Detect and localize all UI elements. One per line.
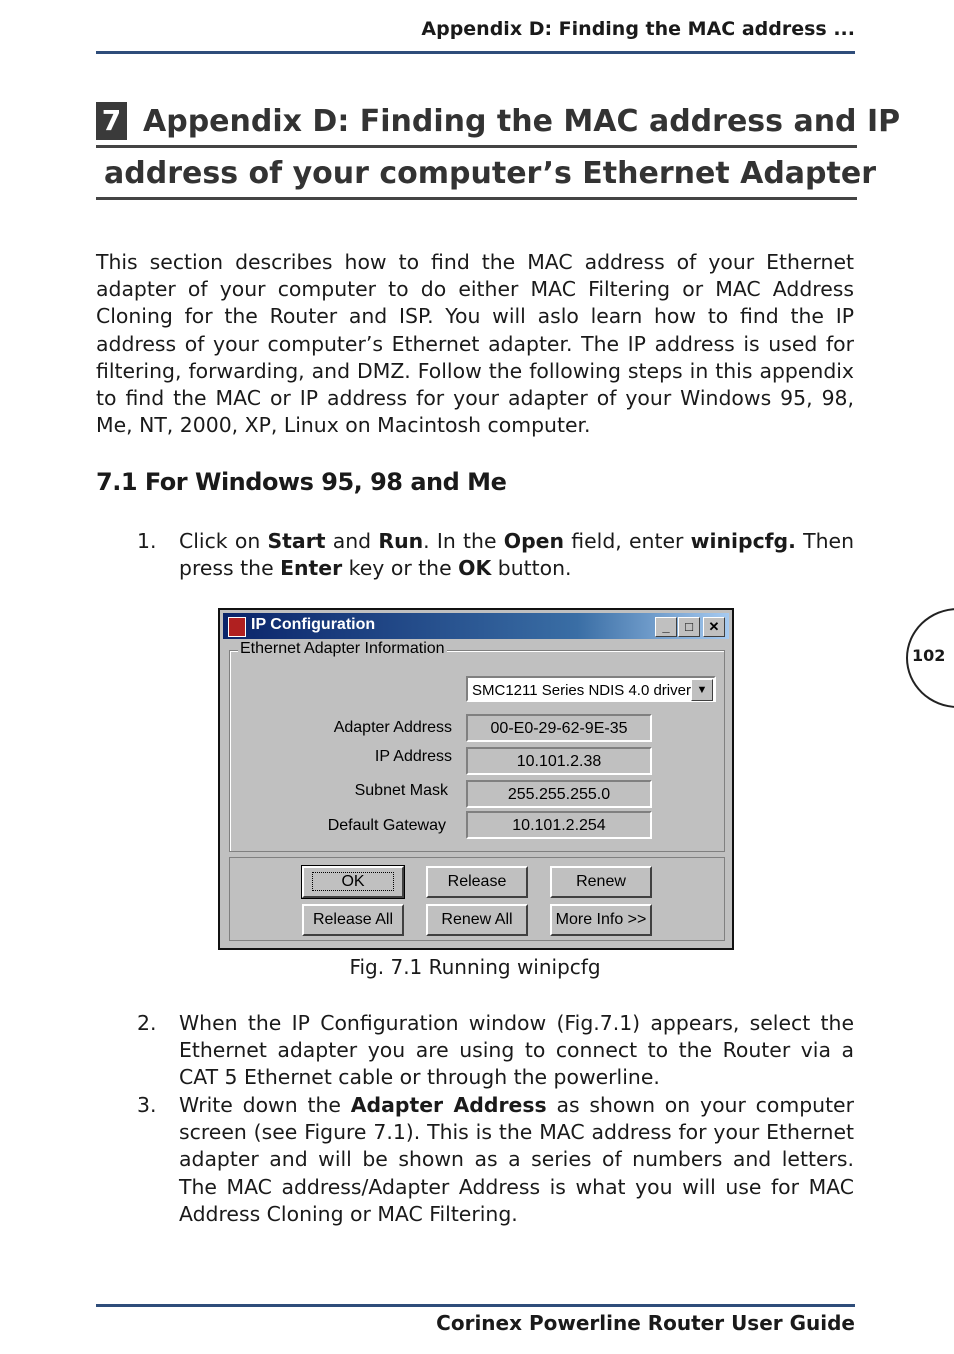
- more-info-button[interactable]: More Info >>: [550, 904, 652, 936]
- dialog-title: IP Configuration: [251, 616, 376, 633]
- release-all-button[interactable]: Release All: [302, 904, 404, 936]
- default-gateway-label: Default Gateway: [327, 817, 446, 834]
- adapter-address-value: 00-E0-29-62-9E-35: [466, 714, 652, 742]
- maximize-icon[interactable]: □: [678, 617, 700, 637]
- chapter-number: 7: [96, 102, 127, 140]
- renew-all-button[interactable]: Renew All: [426, 904, 528, 936]
- title-line-2: address of your computer’s Ethernet Adapter: [96, 148, 857, 200]
- ok-button[interactable]: OK: [302, 866, 404, 898]
- default-gateway-value: 10.101.2.254: [466, 811, 652, 839]
- footer-title: Corinex Powerline Router User Guide: [436, 1311, 855, 1335]
- title-line-1: 7 Appendix D: Finding the MAC address and IP: [96, 96, 857, 148]
- running-header: Appendix D: Finding the MAC address ...: [421, 18, 855, 40]
- ip-configuration-dialog: [218, 608, 734, 950]
- chapter-title: [96, 96, 901, 200]
- subnet-mask-value: 255.255.255.0: [466, 780, 652, 808]
- release-button[interactable]: Release: [426, 866, 528, 898]
- close-icon[interactable]: ✕: [703, 617, 725, 637]
- dialog-titlebar: [223, 613, 729, 639]
- adapter-address-label: Adapter Address: [333, 719, 452, 736]
- adapter-select[interactable]: SMC1211 Series NDIS 4.0 driver ▼: [466, 676, 716, 702]
- subnet-mask-label: Subnet Mask: [354, 782, 448, 799]
- renew-button[interactable]: Renew: [550, 866, 652, 898]
- group-label: Ethernet Adapter Information: [240, 640, 445, 657]
- app-icon: [228, 617, 246, 637]
- section-heading: 7.1 For Windows 95, 98 and Me: [96, 468, 507, 496]
- step-1: 1. Click on Start and Run. In the Open field, enter winipcfg. Then press the Enter key or the OK button.: [137, 529, 854, 581]
- minimize-icon[interactable]: _: [655, 617, 677, 637]
- figure-caption: Fig. 7.1 Running winipcfg: [349, 955, 601, 979]
- intro-paragraph: This section describes how to find the MAC address of your Ethernet adapter of your computer to do either MAC Filtering or MAC Address Cloning for the Router and ISP. You will aslo learn how to find the IP address of your computer’s Ethernet adapter. The IP address is used for filtering, forwarding, and DMZ. Follow the following steps in this appendix to find the MAC or IP address for your adapter of your Windows 95, 98, Me, NT, 2000, XP, Linux on Macintosh computer.: [96, 250, 854, 438]
- page-number: 102: [912, 646, 946, 665]
- footer-rule: [96, 1304, 855, 1307]
- ip-address-label: IP Address: [374, 748, 452, 765]
- header-rule: [96, 51, 855, 54]
- ip-address-value: 10.101.2.38: [466, 747, 652, 775]
- chevron-down-icon[interactable]: ▼: [691, 679, 713, 701]
- step-2: 2. When the IP Configuration window (Fig.7.1) appears, select the Ethernet adapter you are using to connect to the Router via a CAT 5 Ethernet cable or through the powerline.: [137, 1011, 854, 1090]
- step-3: 3. Write down the Adapter Address as shown on your computer screen (see Figure 7.1). This is the MAC address for your Ethernet adapter and will be shown as a series of numbers and letters. The MAC address/Adapter Address is what you will use for MAC Address Cloning or MAC Filtering.: [137, 1093, 854, 1226]
